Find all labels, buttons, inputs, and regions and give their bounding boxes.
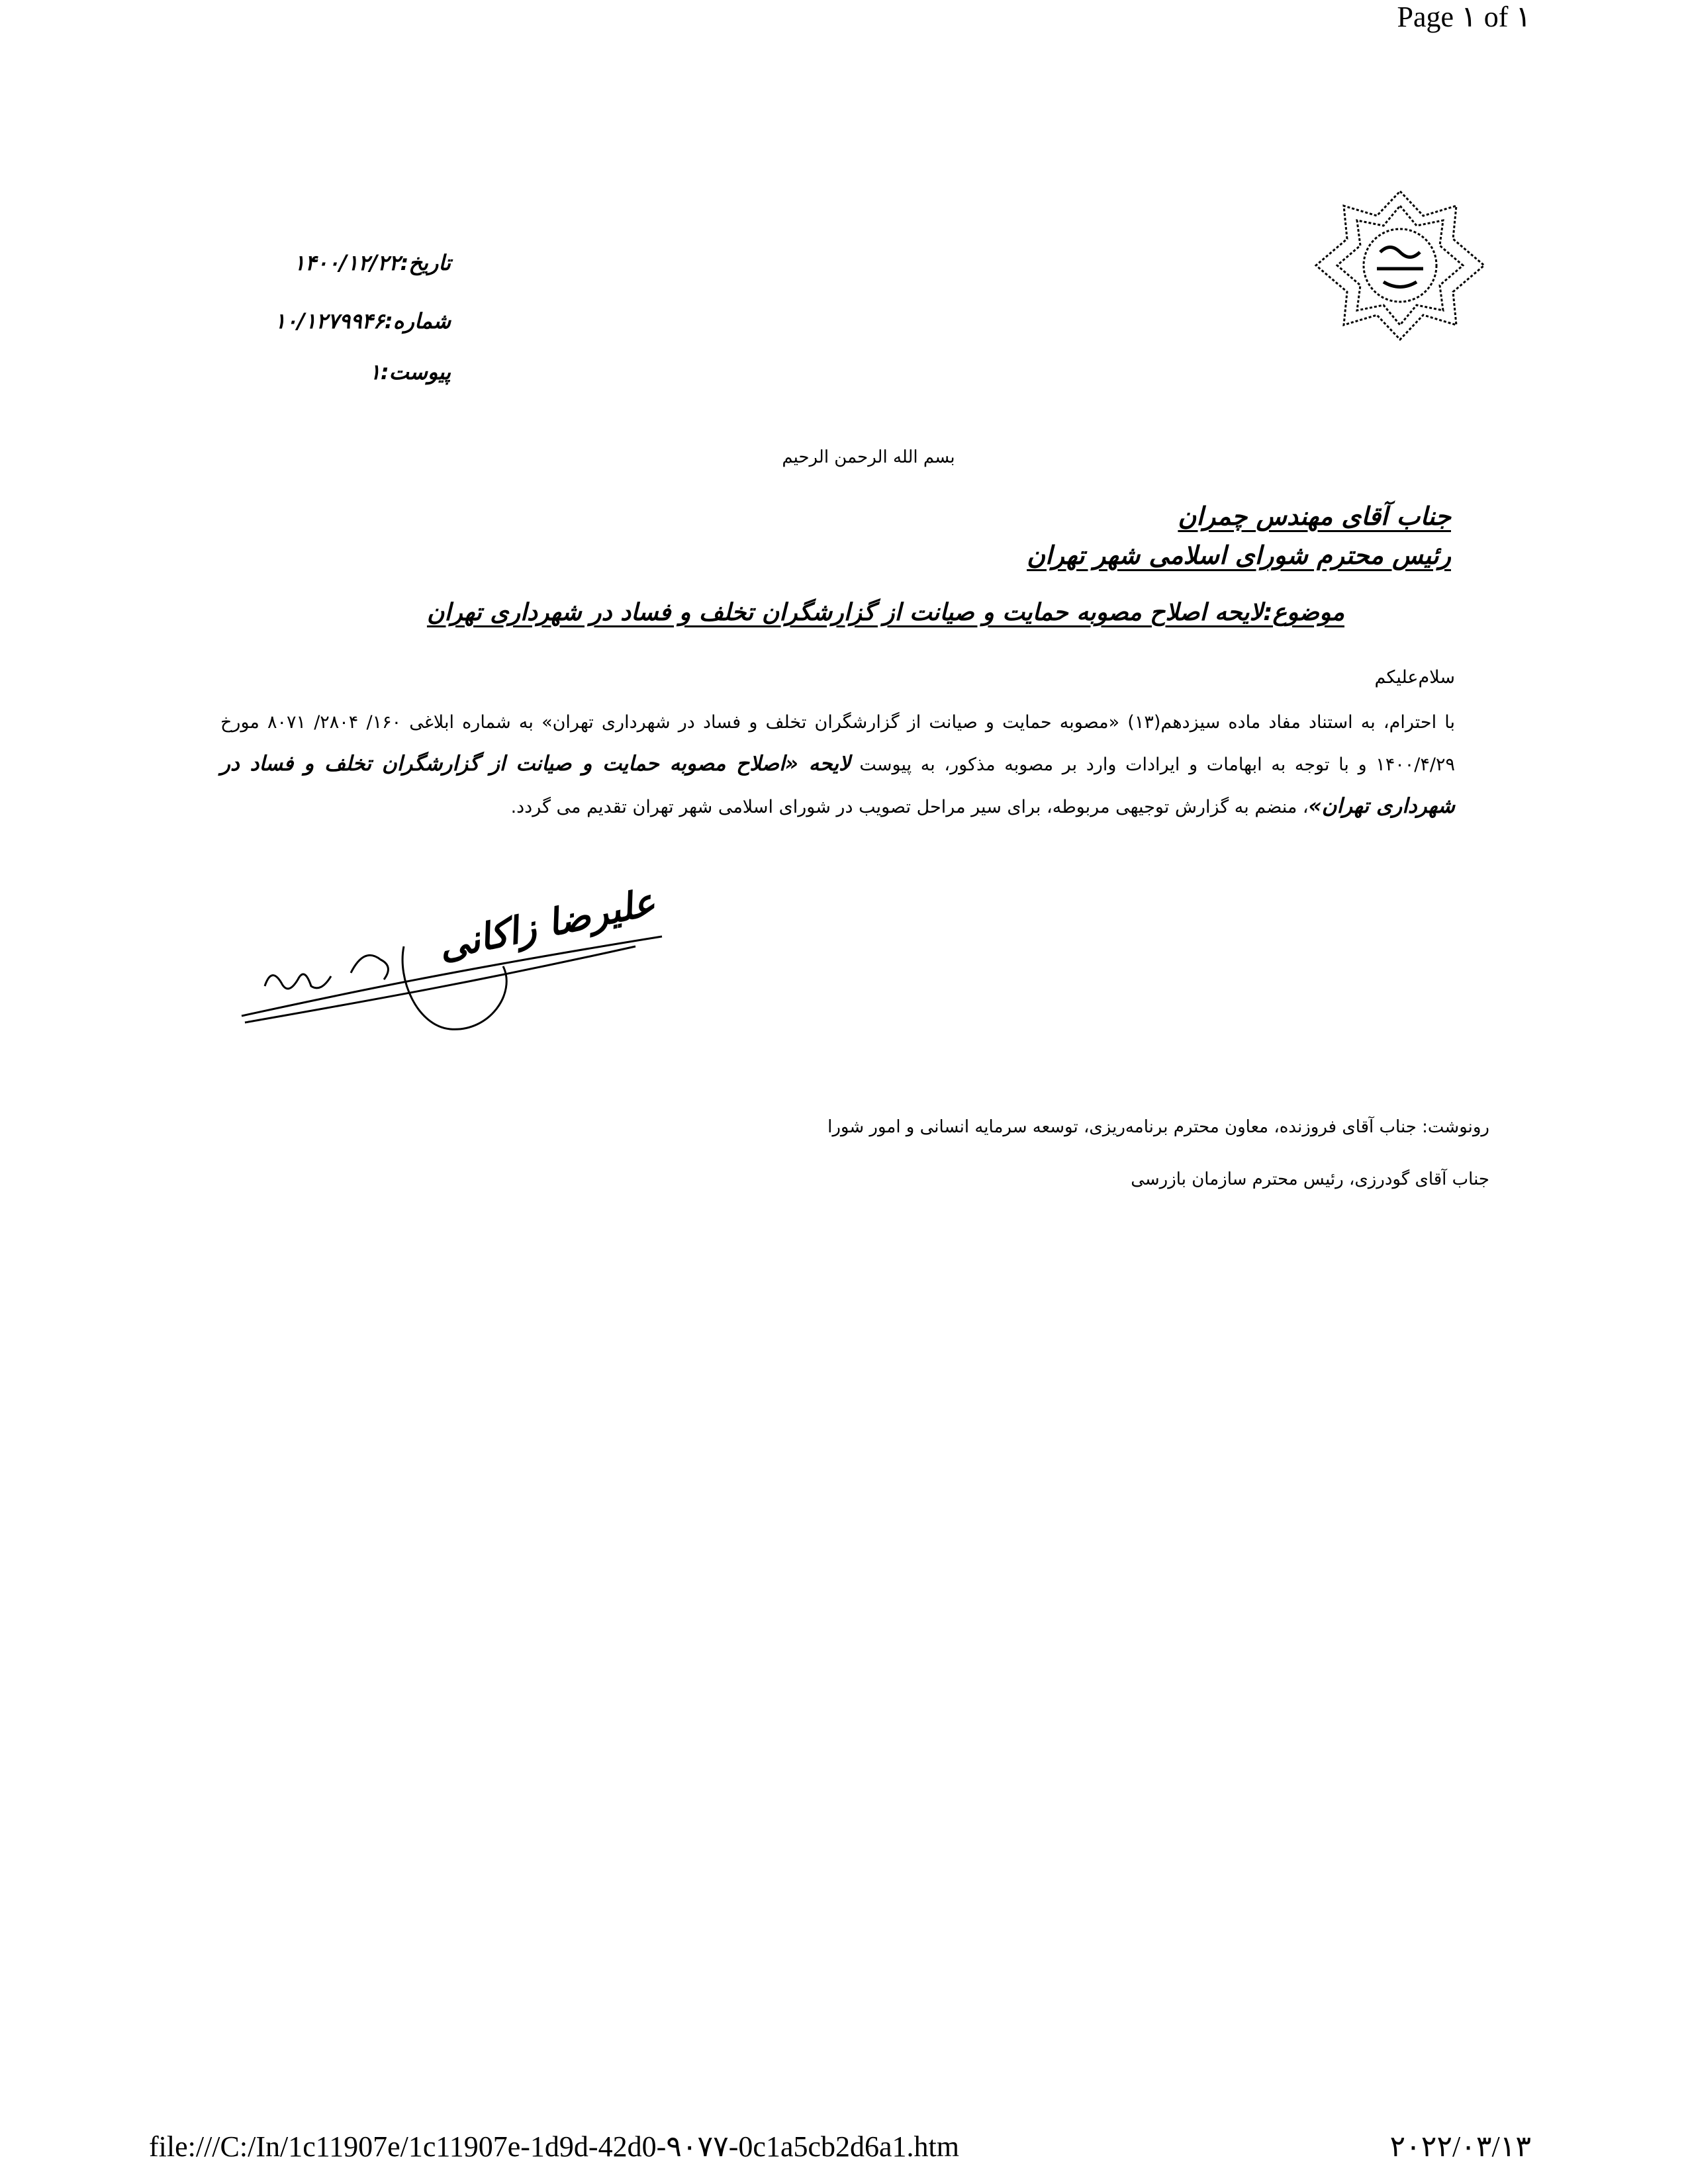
letter-subject: موضوع:لایحه اصلاح مصوبه حمایت و صیانت از گزارشگران تخلف و فساد در شهرداری تهران	[426, 599, 1344, 626]
letter-attachment: پیوست:۱	[369, 359, 451, 385]
body-text-part1: با احترام، به استناد مفاد ماده سیزدهم(۱۳) «مصوبه حمایت و صیانت از گزارشگران تخلف و فساد در شهرداری تهران» به شماره ابلاغی ۱۶۰/ ۲۸۰۴/ ۸۰۷۱ مورخ ۱۴۰۰/۴/۲۹ و با توجه به ابهامات و ایرادات وارد بر مصوبه مذکور، به پیوست	[220, 712, 1456, 775]
footer-file-path: file:///C:/In/1c11907e/1c11907e-1d9d-42d0-۹۰۷۷-0c1a5cb2d6a1.htm	[149, 2130, 959, 2163]
signature-name: علیرضا زاکانی	[434, 880, 659, 969]
addressee-title: رئیس محترم شورای اسلامی شهر تهران	[1027, 541, 1451, 570]
body-text-part2: ، منضم به گزارش توجیهی مربوطه، برای سیر مراحل تصویب در شورای اسلامی شهر تهران تقدیم می گردد.	[510, 797, 1309, 817]
page-indicator: Page ۱ of ۱	[1397, 1, 1531, 33]
addressee-name: جناب آقای مهندس چمران	[1178, 502, 1451, 531]
letter-number: شماره:۱۰/۱۲۷۹۹۴۶	[274, 308, 451, 334]
cc-line-1: رونوشت: جناب آقای فروزنده، معاون محترم برنامه‌ریزی، توسعه سرمایه انسانی و امور شورا	[827, 1117, 1489, 1137]
letter-date: تاریخ:۱۴۰۰/۱۲/۲۲	[293, 250, 451, 275]
signature	[238, 874, 669, 1046]
bismillah: بسم الله الرحمن الرحیم	[782, 447, 955, 467]
body-bill-title: لایحه «اصلاح مصوبه حمایت و صیانت از گزارشگران تخلف و فساد در شهرداری تهران»	[220, 752, 1455, 818]
cc-line-2: جناب آقای گودرزی، رئیس محترم سازمان بازرسی	[1131, 1169, 1489, 1189]
greeting: سلام‌علیکم	[1374, 667, 1455, 688]
footer-date: ۲۰۲۲/۰۳/۱۳	[1389, 2130, 1531, 2163]
letter-body	[220, 702, 1455, 828]
tehran-municipality-logo-icon	[1311, 186, 1489, 345]
